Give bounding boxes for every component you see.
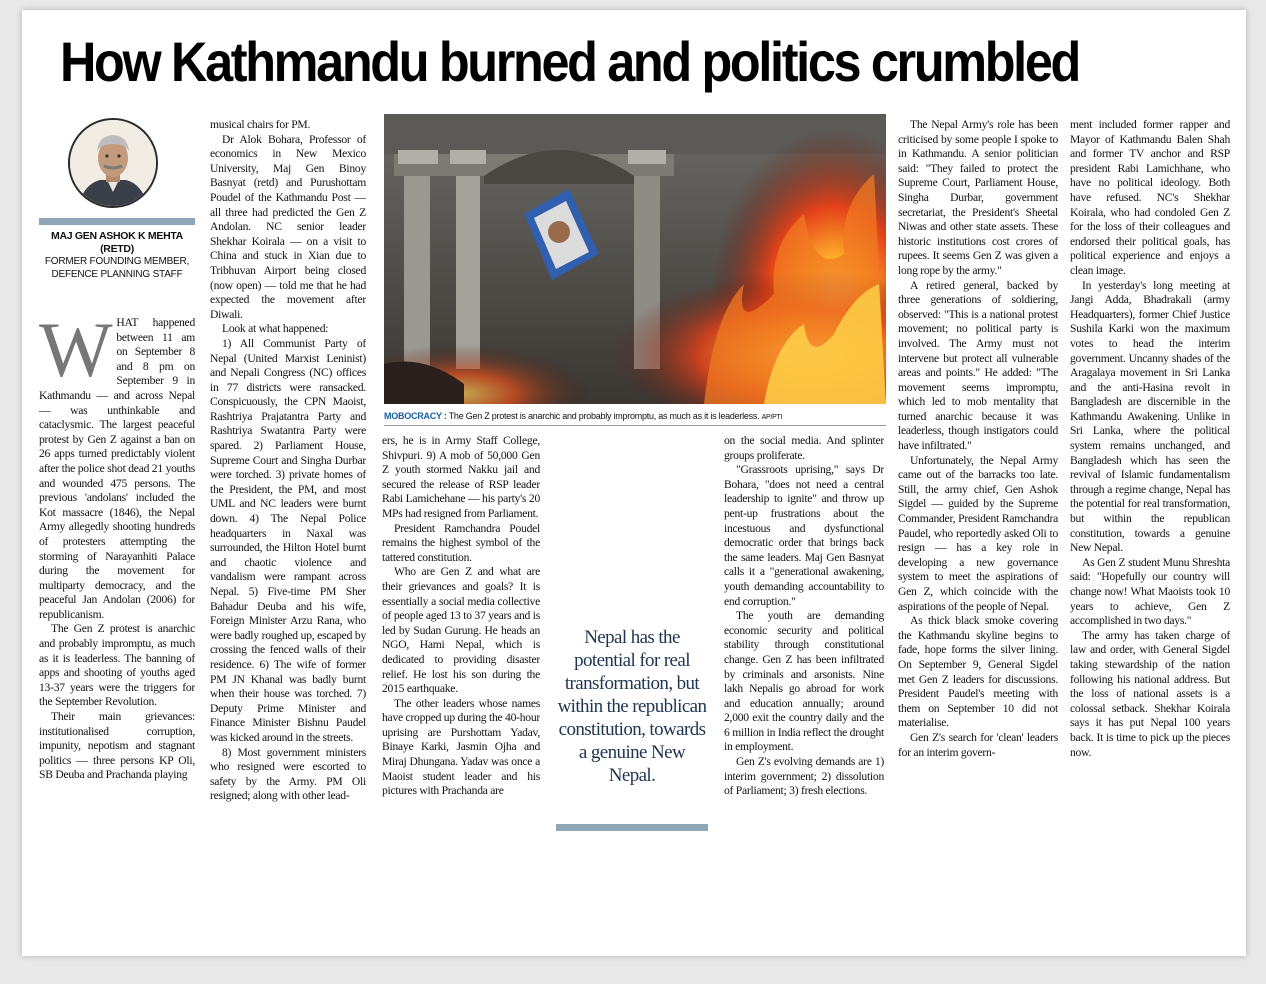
- paragraph: Who are Gen Z and what are their grievances and goals? It is essentially a social media collective of people aged 13 to 37 years and is led by Sudan Gurung. He heads an NGO, Hami Nepal, which is dedicated to providing disaster relief. He lost his son during the 2015 earthquake.: [382, 565, 540, 696]
- author-role: [34, 256, 200, 281]
- author-name: [39, 230, 195, 256]
- pull-quote-rule: [556, 824, 708, 831]
- headline: How Kathmandu burned and politics crumbled: [60, 30, 1079, 93]
- paragraph: 1) All Communist Party of Nepal (United Marxist Leninist) and Nepali Congress (NC) offices in 77 districts were ransacked. Conspicuously, the CPN Maoist, Rashtriya Prajatantra Party and Rashtriya Swatantra Party were spared. 2) Parliament House, Supreme Court and Singha Durbar were torched. 3) private homes of the President, the PM, and most UML and NC leaders were burnt down. 4) The Nepal Police headquarters in Naxal was surrounded, the Hilton Hotel burnt and chaotic violence and vandalism were rampant across Nepal. 5) Five-time PM Sher Bahadur Deuba and his wife, Foreign Minister Arzu Rana, who were badly roughed up, escaped by crossing the fenced walls of their residence. 6) The wife of former PM JN Khanal was badly burnt when their house was torched. 7) Deputy Prime Minister and Finance Minister Bishnu Paudel was kicked around in the streets.: [210, 336, 366, 744]
- paragraph: ers, he is in Army Staff College, Shivpuri. 9) A mob of 50,000 Gen Z youth stormed Nakku jail and secured the release of RSP leader Rabi Lamichehane — his party's 20 MPs had resigned from Parliament.: [382, 434, 540, 520]
- caption-text: The Gen Z protest is anarchic and probably impromptu, as much as it is leaderless.: [448, 411, 760, 421]
- paragraph: The Nepal Army's role has been criticised by some people I spoke to in Kathmandu. A senior politician said: "They failed to protect the Supreme Court, Parliament House, Singha Durbar, government secretariat, the President's Sheetal Niwas and other state assets. These historic institutions cost crores of rupees. It seems Gen Z was given a long rope by the army.": [898, 118, 1058, 277]
- caption-credit: AP/PTI: [761, 414, 783, 421]
- paragraph: ment included former rapper and Mayor of Kathmandu Balen Shah and former TV anchor and RSP president Rabi Lamichhane, who have no political ideology. Both have refused. NC's Shekhar Koirala, who had condoled Gen Z for the loss of their colleagues and endorsed their political goals, has political experience and enjoys a clean image.: [1070, 118, 1230, 277]
- paragraph: on the social media. And splinter groups proliferate.: [724, 434, 884, 462]
- paragraph: The army has taken charge of law and order, with General Sigdel taking stewardship of the nation following his national address. But the loss of national assets is a colossal setback. Shekhar Koirala says it has put Nepal 100 years back. It is time to pick up the pieces now.: [1070, 628, 1230, 759]
- article-column-6: [1070, 118, 1230, 858]
- paragraph: musical chairs for PM.: [210, 118, 311, 131]
- paragraph: "Grassroots uprising," says Dr Bohara, "does not need a central leadership to ignite" and throw up pent-up frustrations about the incestuous and dysfunctional democratic order that brings back the same leaders. Maj Gen Basnyat calls it a "generational awakening, youth demanding accountability to end corruption.": [724, 463, 884, 608]
- paragraph: As thick black smoke covering the Kathmandu skyline begins to fade, hope forms the silver lining. On September 9, General Sigdel met Gen Z leaders for discussions. President Paudel's meeting with them on September 10 did not materialise.: [898, 614, 1058, 730]
- article-column-5: [898, 118, 1058, 858]
- paragraph: HAT happened between 11 am on September 8 and 8 pm on September 9 in Kathmandu — and across Nepal — was unthinkable and cataclysmic. The largest peaceful protest by Gen Z against a ban on 26 apps turned predictably violent after the police shot dead 21 youths and wounded 475 persons. The previous 'andolans' included the Kot massacre (1846), the Nepal Army allegedly shooting hundreds of protesters attempting the storming of Narayanhiti Palace during the movement for multiparty democracy, and the peaceful Jan Andolan (2006) for republicanism.: [39, 316, 195, 621]
- byline-rule: [39, 218, 195, 225]
- pull-quote: Nepal has the potential for real transformation, but within the republican constitution, towards a genuine New Nepal.: [557, 627, 707, 786]
- paragraph: Look at what happened:: [222, 322, 329, 336]
- article-column-1: [39, 316, 195, 856]
- paragraph: Gen Z's search for 'clean' leaders for an interim govern-: [898, 730, 1058, 759]
- paragraph: Their main grievances: institutionalised corruption, impunity, nepotism and stagnant politics — three persons KP Oli, SB Deuba and Prachanda playing: [39, 710, 195, 782]
- paragraph: The youth are demanding economic security and political stability through constitutional change. Gen Z has been infiltrated by criminals and arsonists. Nine lakh Nepalis go abroad for work and education annually; around 2,000 exit the country daily and the 6 million in India reflect the drought in employment.: [724, 609, 884, 754]
- paragraph: Unfortunately, the Nepal Army came out of the barracks too late. Still, the army chief, Gen Ashok Sigdel — guided by the Supreme Commander, President Ramchandra Paudel, who reportedly asked Oli to resign — has a key role in developing a new governance system to meet the aspirations of Gen Z, which coincide with the aspirations of the people of Nepal.: [898, 453, 1058, 613]
- article-column-3: [382, 434, 540, 858]
- paragraph: President Ramchandra Poudel remains the highest symbol of the tattered constitution.: [382, 521, 540, 564]
- news-photo: [384, 114, 886, 404]
- paragraph: The other leaders whose names have cropped up during the 40-hour uprising are Purshottam Yadav, Binaye Karki, Jasmin Ojha and Miraj Dhungana. Yadav was once a Maoist student leader and his pictures with Prachanda are: [382, 696, 540, 798]
- article-column-4: [724, 434, 884, 858]
- paragraph: As Gen Z student Munu Shreshta said: "Hopefully our country will change now! What Maoists took 10 years to achieve, Gen Z accomplished in two days.": [1070, 555, 1230, 628]
- paragraph: In yesterday's long meeting at Jangi Adda, Bhadrakali (army Headquarters), former Chief Justice Sushila Karki won the maximum votes to head the interim government. Uncanny shades of the Aragalaya movement in Sri Lanka and the anti-Hasina revolt in Bangladesh are discernible in the Kathmandu Awakening. Unlike in Sri Lanka, where the political system remains unchanged, and Bangladesh which has seen the revival of Islamic fundamentalism through a regime change, Nepal has the potential for real transformation, but within the republican constitution, towards a genuine New Nepal.: [1070, 278, 1230, 555]
- paragraph: The Gen Z protest is anarchic and probably impromptu, as much as it is leaderless. The banning of apps and shooting of youths aged 13-37 years were the triggers for the September Revolution.: [39, 622, 195, 709]
- newspaper-page: [22, 10, 1246, 956]
- author-name-line2: (RETD): [100, 243, 134, 255]
- photo-caption: [384, 406, 886, 426]
- author-name-line1: MAJ GEN ASHOK K MEHTA: [51, 230, 183, 242]
- paragraph: 8) Most government ministers who resigned were escorted to safety by the Army. PM Oli resigned; along with other lead-: [210, 745, 366, 803]
- caption-rule: [384, 425, 886, 426]
- drop-cap: W: [39, 316, 113, 393]
- article-column-2: [210, 118, 366, 858]
- author-photo: [68, 118, 158, 208]
- paragraph: Dr Alok Bohara, Professor of economics in New Mexico University, Maj Gen Binoy Basnyat (retd) and Purushottam Poudel of the Kathmandu Post — all three had predicted the Gen Z Andolan. NC senior leader Shekhar Koirala — on a visit to China and stuck in Xian due to Tribhuvan Airport being closed (now open) — told me that he had expected the movement after Diwali.: [210, 132, 366, 321]
- caption-label: MOBOCRACY :: [384, 411, 447, 421]
- paragraph: Gen Z's evolving demands are 1) interim government; 2) dissolution of Parliament; 3) fresh elections.: [724, 755, 884, 798]
- author-role-line2: DEFENCE PLANNING STAFF: [51, 268, 183, 280]
- author-role-line1: FORMER FOUNDING MEMBER,: [44, 256, 190, 267]
- paragraph: A retired general, backed by three generations of soldiering, observed: "This is a national protest movement; no political party is involved. The Army must not intervene but protect all vulnerable areas and points." He added: "The movement seems impromptu, which led to mob mentality that turned anarchic because it was leaderless, though instigators could have infiltrated.": [898, 278, 1058, 453]
